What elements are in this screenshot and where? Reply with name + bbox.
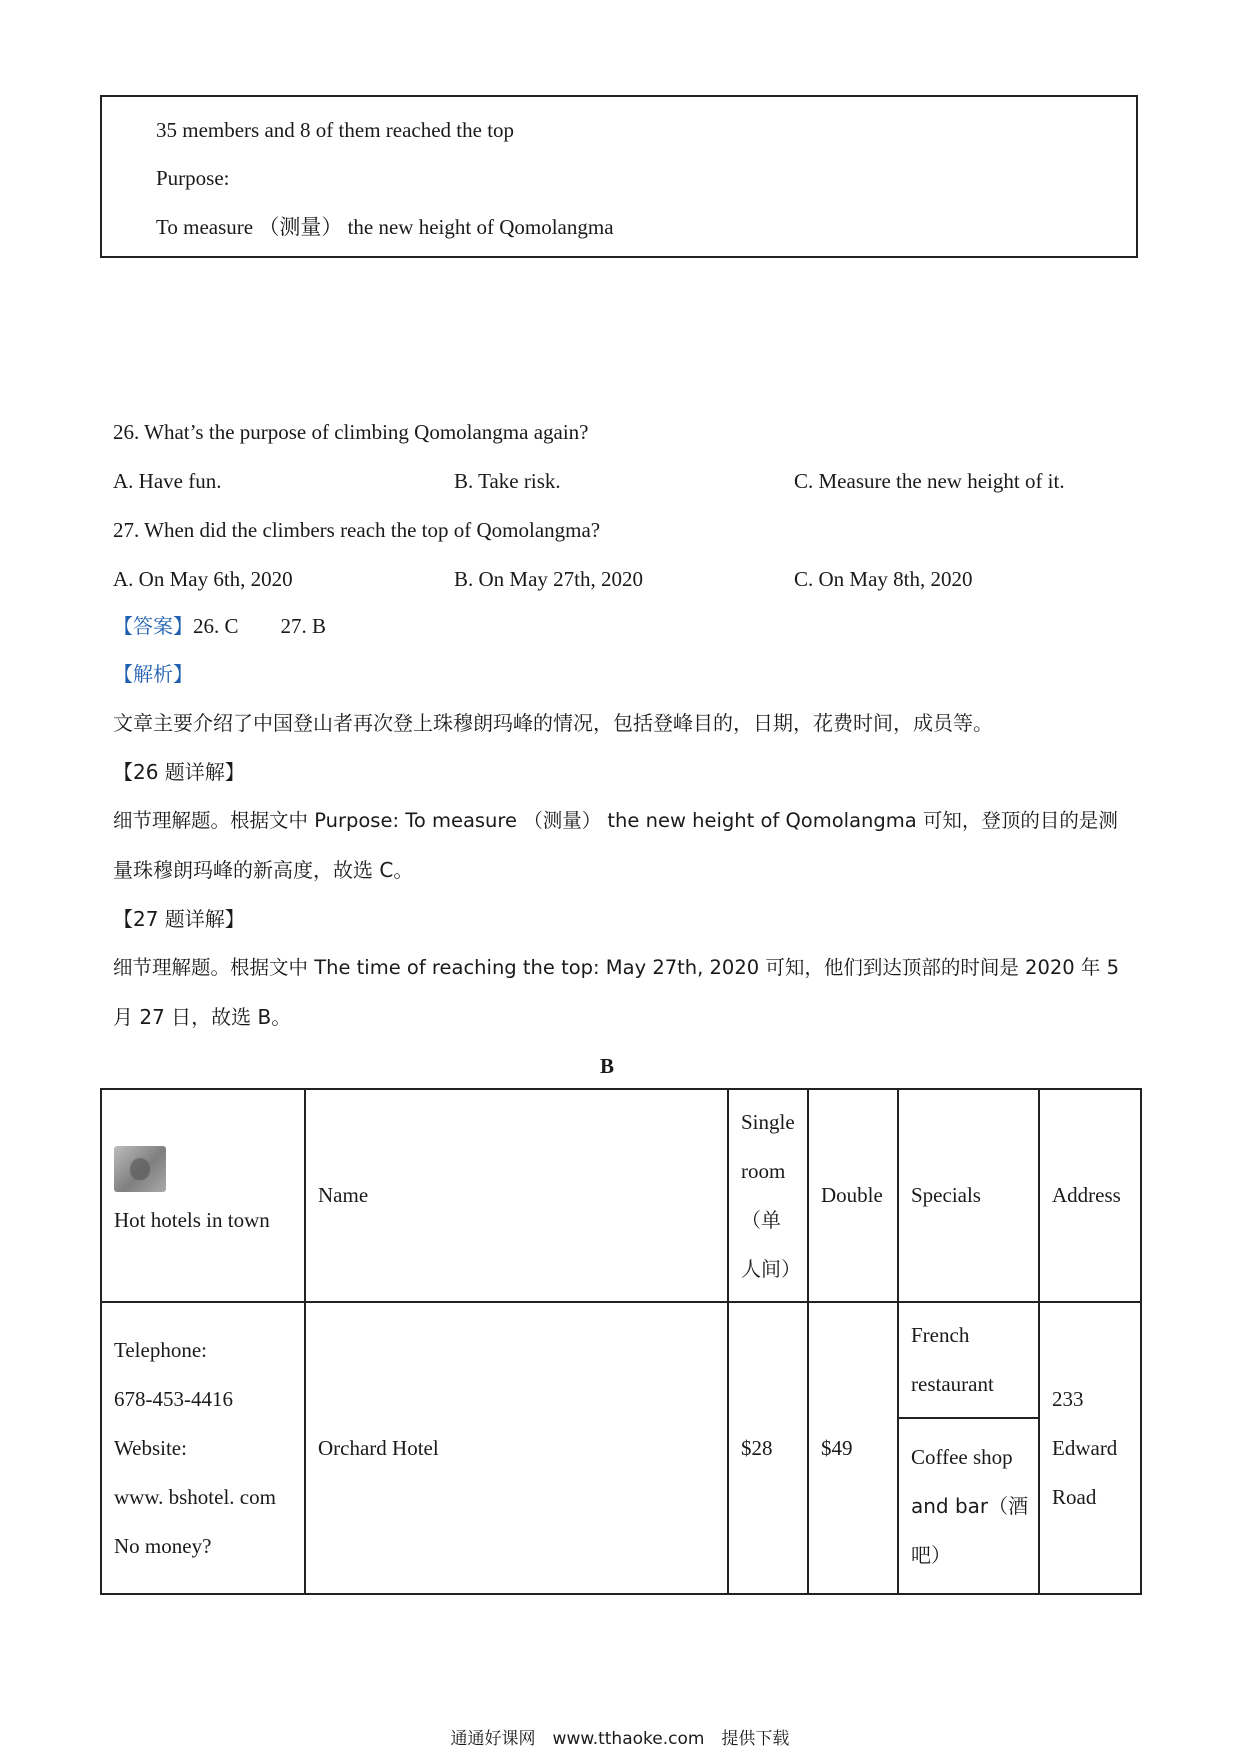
detail-26-title: 【26 题详解】 bbox=[113, 760, 245, 784]
contact-cell bbox=[101, 1302, 305, 1594]
special-1-line-1: French bbox=[911, 1323, 970, 1347]
header-hot-hotels-cell bbox=[101, 1089, 305, 1302]
box-line-purpose-label: Purpose: bbox=[156, 166, 230, 190]
single-price: $28 bbox=[728, 1302, 808, 1594]
section-b-title: B bbox=[600, 1054, 615, 1078]
header-hot-hotels: Hot hotels in town bbox=[114, 1208, 270, 1232]
address-line-1: 233 bbox=[1052, 1386, 1084, 1411]
detail-27-line2: 月 27 日，故选 B。 bbox=[113, 1005, 292, 1029]
header-single-1: Single bbox=[741, 1109, 795, 1134]
detail-27-line1: 细节理解题。根据文中 The time of reaching the top: May 27th, 2020 可知，他们到达顶部的时间是 2020 年 5 bbox=[113, 956, 1119, 979]
header-double: Double bbox=[808, 1089, 898, 1302]
answer-text: 26. C 27. B bbox=[193, 614, 327, 638]
special-2-line-2: and bar（酒 bbox=[911, 1493, 1029, 1518]
q26-option-b: B. Take risk. bbox=[454, 469, 561, 493]
contact-no-money: No money? bbox=[114, 1533, 212, 1558]
double-price: $49 bbox=[808, 1302, 898, 1594]
q26-option-a: A. Have fun. bbox=[113, 469, 222, 493]
hotel-thumbnail-image bbox=[114, 1146, 166, 1192]
header-address: Address bbox=[1039, 1089, 1141, 1302]
question-27: 27. When did the climbers reach the top of Qomolangma? bbox=[113, 518, 601, 542]
header-name: Name bbox=[305, 1089, 728, 1302]
hotel-name: Orchard Hotel bbox=[305, 1302, 728, 1594]
q27-option-a: A. On May 6th, 2020 bbox=[113, 567, 293, 591]
analysis-summary: 文章主要介绍了中国登山者再次登上珠穆朗玛峰的情况，包括登峰目的，日期，花费时间，成员等。 bbox=[113, 711, 993, 735]
table-row bbox=[101, 1302, 1141, 1594]
detail-27-title: 【27 题详解】 bbox=[113, 907, 245, 931]
detail-26-line2: 量珠穆朗玛峰的新高度，故选 C。 bbox=[113, 858, 414, 882]
detail-26-line1: 细节理解题。根据文中 Purpose: To measure （测量） the new height of Qomolangma 可知，登顶的目的是测 bbox=[113, 809, 1118, 832]
box-line-members: 35 members and 8 of them reached the top bbox=[156, 118, 515, 142]
special-2-line-3: 吧） bbox=[911, 1542, 951, 1567]
answer-label: 【答案】 bbox=[113, 614, 193, 638]
header-specials: Specials bbox=[898, 1089, 1039, 1302]
table-header-row bbox=[101, 1089, 1141, 1302]
address-cell bbox=[1039, 1302, 1141, 1594]
hotel-table bbox=[100, 1088, 1142, 1595]
header-single-4: 人间） bbox=[741, 1256, 801, 1281]
contact-telephone-label: Telephone: bbox=[114, 1337, 207, 1362]
answer-line bbox=[113, 612, 326, 640]
contact-telephone-number: 678-453-4416 bbox=[114, 1386, 233, 1411]
footer-source: 通通好课网 www.tthaoke.com 提供下载 bbox=[450, 1729, 790, 1749]
box-line-purpose: To measure （测量） the new height of Qomolangma bbox=[156, 215, 614, 239]
analysis-label: 【解析】 bbox=[113, 662, 193, 686]
header-single-room bbox=[728, 1089, 808, 1302]
q27-option-b: B. On May 27th, 2020 bbox=[454, 567, 643, 591]
contact-website-url: www. bshotel. com bbox=[114, 1484, 276, 1509]
special-1-line-2: restaurant bbox=[911, 1372, 994, 1396]
special-2-line-1: Coffee shop bbox=[911, 1444, 1013, 1469]
special-coffee-bar bbox=[899, 1417, 1038, 1593]
header-single-3: （单 bbox=[741, 1207, 781, 1232]
question-26: 26. What’s the purpose of climbing Qomolangma again? bbox=[113, 420, 589, 444]
contact-website-label: Website: bbox=[114, 1435, 187, 1460]
special-french-restaurant bbox=[899, 1303, 1038, 1417]
q26-option-c: C. Measure the new height of it. bbox=[794, 469, 1065, 493]
specials-cell bbox=[898, 1302, 1039, 1594]
header-single-2: room bbox=[741, 1158, 786, 1183]
address-line-2: Edward bbox=[1052, 1435, 1118, 1460]
q27-option-c: C. On May 8th, 2020 bbox=[794, 567, 973, 591]
address-line-3: Road bbox=[1052, 1484, 1097, 1509]
